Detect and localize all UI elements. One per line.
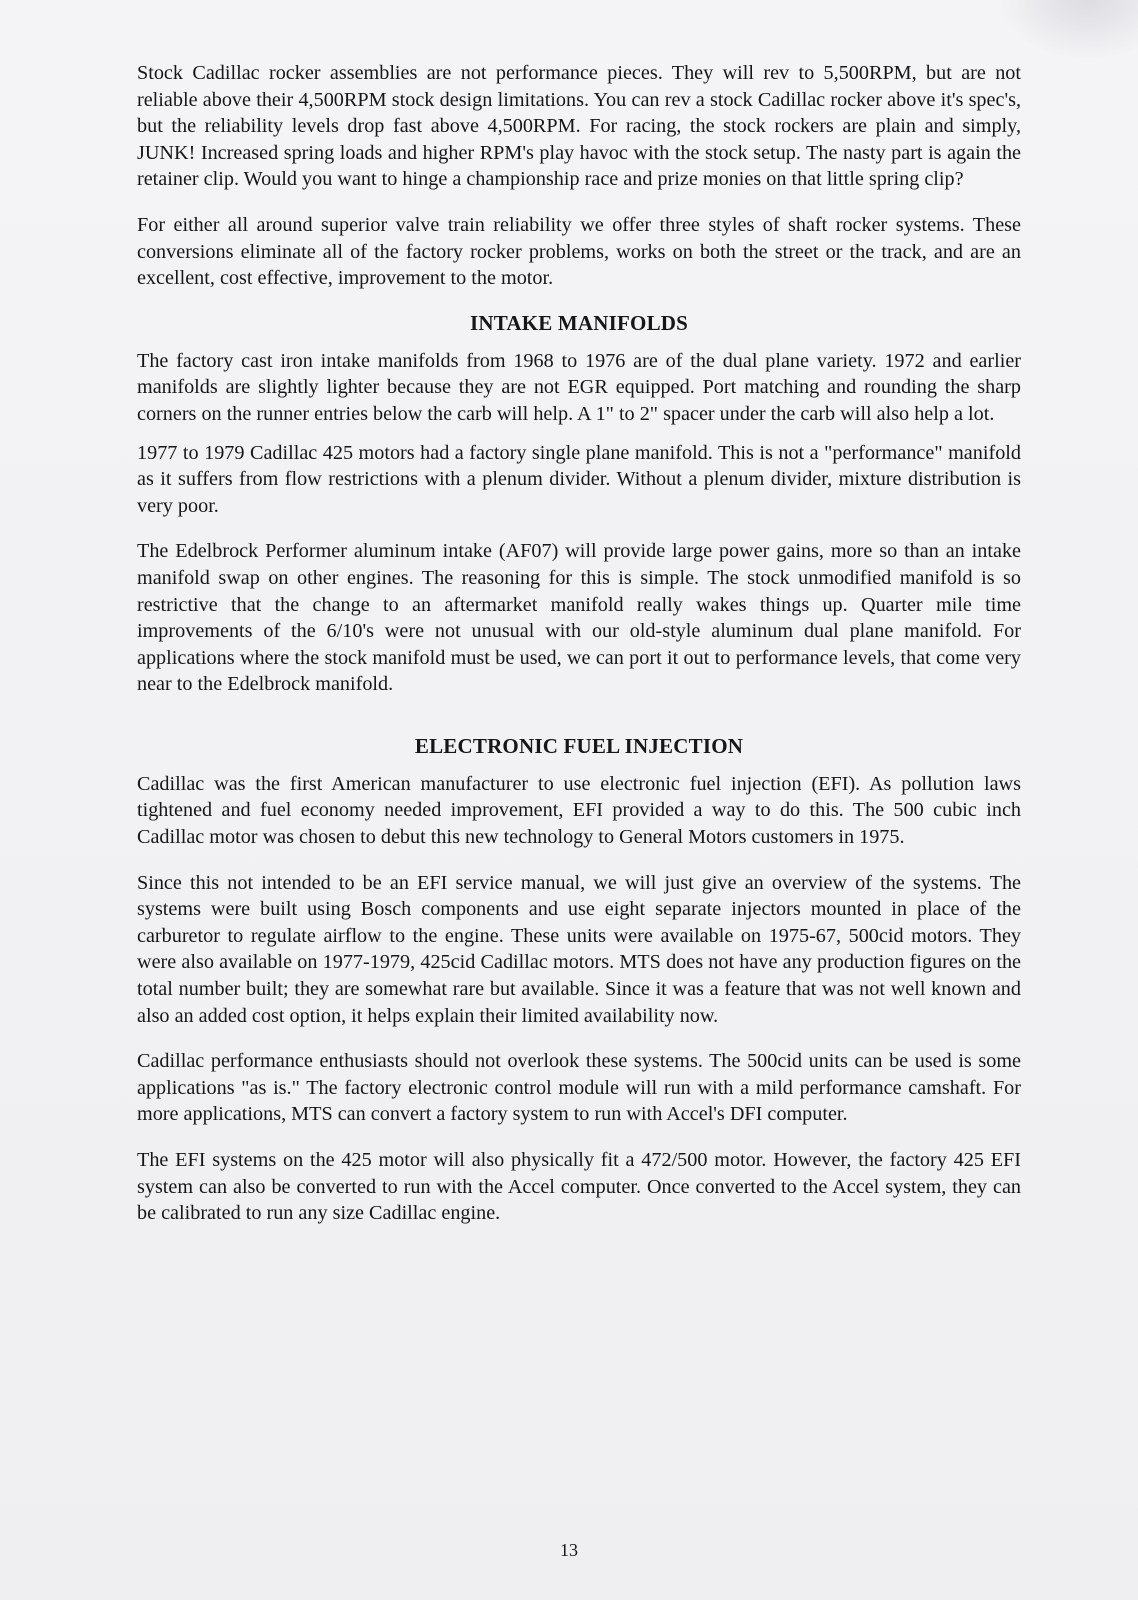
paragraph-efi-overview: Since this not intended to be an EFI service manual, we will just give an overview of the systems. The systems were built using Bosch components and use eight separate injectors mounted in place of the carburetor to regulate airflow to the engine. These units were available on 1975-67, 500cid motors. They were also available on 1977-1979, 425cid Cadillac motors. MTS does not have any production figures on the total number built; they are somewhat rare but available. Since it was a feature that was not well known and also an added cost option, it helps explain their limited availability now. bbox=[137, 871, 1021, 1027]
paragraph-efi-enthusiasts: Cadillac performance enthusiasts should not overlook these systems. The 500cid units can be used is some applications "as is." The factory electronic control module will run with a mild performance camshaft. For more applications, MTS can convert a factory system to run with Accel's DFI computer. bbox=[137, 1050, 1021, 1126]
paragraph-intake-edelbrock: The Edelbrock Performer aluminum intake (AF07) will provide large power gains, more so than an intake manifold swap on other engines. The reasoning for this is simple. The stock unmodified manifold is so restrictive that the change to an aftermarket manifold really wakes things up. Quarter mile time improvements of the 6/10's were not unusual with our old-style aluminum dual plane manifold. For applications where the stock manifold must be used, we can port it out to performance levels, that come very near to the Edelbrock manifold. bbox=[137, 540, 1021, 696]
paragraph-intake-dual-plane: The factory cast iron intake manifolds from 1968 to 1976 are of the dual plane variety. 1972 and earlier manifolds are slightly lighter because they are not EGR equipped. Port matching and rounding the sharp corners on the runner entries below the carb will help. A 1" to 2" spacer under the carb will also help a lot. bbox=[137, 349, 1021, 425]
paragraph-shaft-rockers: For either all around superior valve train reliability we offer three styles of shaft rocker systems. These conversions eliminate all of the factory rocker problems, works on both the street or the track, and are an excellent, cost effective, improvement to the motor. bbox=[137, 213, 1021, 290]
heading-intake-manifolds: INTAKE MANIFOLDS bbox=[469, 310, 689, 335]
page-number: 13 bbox=[560, 1540, 578, 1560]
paragraph-intake-single-plane: 1977 to 1979 Cadillac 425 motors had a factory single plane manifold. This is not a "performance" manifold as it suffers from flow restrictions with a plenum divider. Without a plenum divider, mixture distribution is very poor. bbox=[137, 441, 1021, 517]
page-content bbox=[137, 60, 1021, 1246]
paragraph-stock-rockers: Stock Cadillac rocker assemblies are not performance pieces. They will rev to 5,500RPM, but are not reliable above their 4,500RPM stock design limitations. You can rev a stock Cadillac rocker above it's spec's, but the reliability levels drop fast above 4,500RPM. For racing, the stock rockers are plain and simply, JUNK! Increased spring loads and higher RPM's play havoc with the stock setup. The nasty part is again the retainer clip. Would you want to hinge a championship race and prize monies on that little spring clip? bbox=[137, 62, 1021, 191]
page-corner-shadow bbox=[998, 0, 1138, 60]
paragraph-efi-intro: Cadillac was the first American manufacturer to use electronic fuel injection (EFI). As pollution laws tightened and fuel economy needed improvement, EFI provided a way to do this. The 500 cubic inch Cadillac motor was chosen to debut this new technology to General Motors customers in 1975. bbox=[137, 772, 1021, 849]
heading-efi: ELECTRONIC FUEL INJECTION bbox=[414, 733, 744, 758]
paragraph-efi-425-motor: The EFI systems on the 425 motor will also physically fit a 472/500 motor. However, the factory 425 EFI system can also be converted to run with the Accel computer. Once converted to the Accel system, they can be calibrated to run any size Cadillac engine. bbox=[137, 1149, 1021, 1225]
